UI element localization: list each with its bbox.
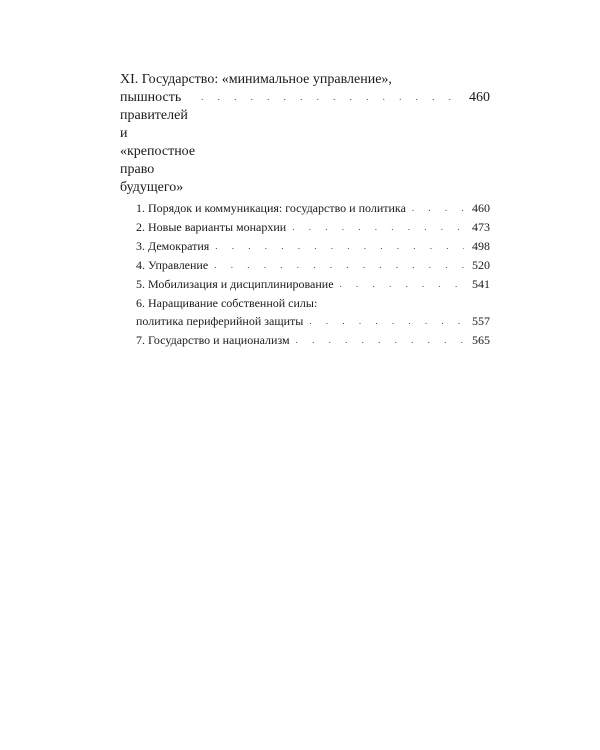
section-entry[interactable] <box>120 218 490 237</box>
dot-leader <box>215 237 464 255</box>
section-entry[interactable] <box>120 256 490 275</box>
section-entry[interactable] <box>120 275 490 294</box>
section-label: 3. Демократия <box>136 239 210 253</box>
section-label: 4. Управление <box>136 258 209 272</box>
chapter-entry[interactable] <box>120 71 490 197</box>
dot-leader <box>214 256 464 274</box>
chapter-title-line2: пышность правителей и «крепостное право будущего» <box>120 90 196 195</box>
dot-leader <box>309 312 464 330</box>
section-label: 1. Порядок и коммуникация: государство и политика <box>136 201 406 215</box>
dot-leader <box>296 331 464 349</box>
section-page-number: 473 <box>472 220 490 234</box>
section-label-line1: 6. Наращивание собственной силы: <box>136 296 318 310</box>
section-entry[interactable] <box>120 331 490 350</box>
section-page-number: 541 <box>472 277 490 291</box>
section-label: политика периферийной защиты <box>136 314 304 328</box>
section-page-number: 565 <box>472 333 490 347</box>
section-label: 5. Мобилизация и дисциплинирование <box>136 277 334 291</box>
table-of-contents <box>120 71 490 350</box>
section-page-number: 460 <box>472 201 490 215</box>
dot-leader <box>201 88 463 106</box>
section-page-number: 498 <box>472 239 490 253</box>
section-page-number: 557 <box>472 314 490 328</box>
chapter-page-number: 460 <box>469 90 490 105</box>
chapter-title-row <box>120 89 490 197</box>
section-label: 7. Государство и национализм <box>136 333 290 347</box>
section-page-number: 520 <box>472 258 490 272</box>
dot-leader <box>292 218 464 236</box>
dot-leader <box>412 199 464 217</box>
section-entry[interactable] <box>120 294 490 331</box>
dot-leader <box>340 275 464 293</box>
section-list <box>120 199 490 350</box>
section-entry[interactable] <box>120 237 490 256</box>
chapter-title-line1: XI. Государство: «минимальное управление», <box>120 72 392 87</box>
section-entry[interactable] <box>120 199 490 218</box>
section-label: 2. Новые варианты монархии <box>136 220 287 234</box>
